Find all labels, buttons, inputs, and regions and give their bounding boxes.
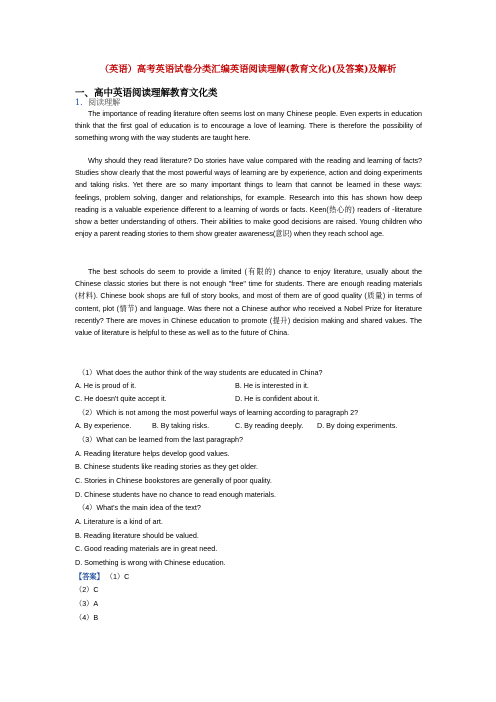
question-3-option-d: D. Chinese students have no chance to read enough materials. [75,490,276,499]
section-heading: 一、高中英语阅读理解教育文化类 [75,88,218,99]
answer-item-1: （1）C [105,572,130,581]
answer-item-3: （3）A [75,599,99,608]
answer-item-2: （2）C [75,585,99,594]
question-4-option-b: B. Reading literature should be valued. [75,531,199,540]
question-3-option-b: B. Chinese students like reading stories as they get older. [75,462,258,471]
passage-paragraph-3: The best schools do seem to provide a limited (有限的) chance to enjoy literature, usually about the Chinese classic stories but there is not enough "free" time for students. There are enough reading materials (材料). Chinese book shops are full of story books, and most of them are of good quality (质量) in terms of content, plot (情节) and language. Was there not a Chinese author who received a Nobel Prize for literature recently? There are moves in Chinese education to promote (提升) decision making and shared values. The value of literature is helpful to these as well as to the future of China. [75,267,422,338]
question-1-option-c: C. He doesn't quite accept it. [75,394,167,403]
question-2-stem: （2）Which is not among the most powerful ways of learning according to paragraph 2? [78,408,359,417]
question-2-option-d: D. By doing experiments. [317,421,398,430]
question-1-stem: （1）What does the author think of the way students are educated in China? [78,368,323,377]
question-1-option-b: B. He is interested in it. [235,381,309,390]
question-3-option-a: A. Reading literature helps develop good values. [75,449,230,458]
document-title: （英语）高考英语试卷分类汇编英语阅读理解(教育文化)(及答案)及解析 [99,64,397,75]
question-number: 1． [75,98,89,107]
question-3-option-c: C. Stories in Chinese bookstores are generally of poor quality. [75,476,272,485]
question-label: 阅读理解 [88,98,121,107]
question-1-option-d: D. He is confident about it. [235,394,320,403]
question-4-stem: （4）What's the main idea of the text? [78,503,201,512]
answer-item-4: （4）B [75,613,99,622]
answer-tag: 【答案】 [75,572,104,581]
question-2-option-a: A. By experience. [75,421,132,430]
question-3-stem: （3）What can be learned from the last paragraph? [78,435,244,444]
question-4-option-d: D. Something is wrong with Chinese education. [75,558,226,567]
passage-paragraph-1: The importance of reading literature often seems lost on many Chinese people. Even experts in education think that the first goal of education is to encourage a love of learning. There is therefore the possibility of something wrong with the way students are taught here. [75,109,422,143]
passage-paragraph-2: Why should they read literature? Do stories have value compared with the reading and learning of facts? Studies show clearly that the most powerful ways of learning are by experience, action and doing experiments and taking risks. Yet there are so many important things to learn that cannot be learned in these ways: feelings, problem solving, danger and relationships, for example. Research into this has shown how deep reading is a valuable experience different to a learning of words or facts. Keen(热心的) readers of -literature show a better understanding of others. Their abilities to make good decisions are raised. Young children who enjoy a parent reading stories to them show greater awareness(意识) when they reach school age. [75,156,422,239]
question-2-option-c: C. By reading deeply. [235,421,304,430]
question-4-option-c: C. Good reading materials are in great need. [75,544,218,553]
answer-block [75,571,129,583]
question-2-option-b: B. By taking risks. [152,421,210,430]
question-4-option-a: A. Literature is a kind of art. [75,517,163,526]
question-1-option-a: A. He is proud of it. [75,381,137,390]
question-header [75,97,120,108]
